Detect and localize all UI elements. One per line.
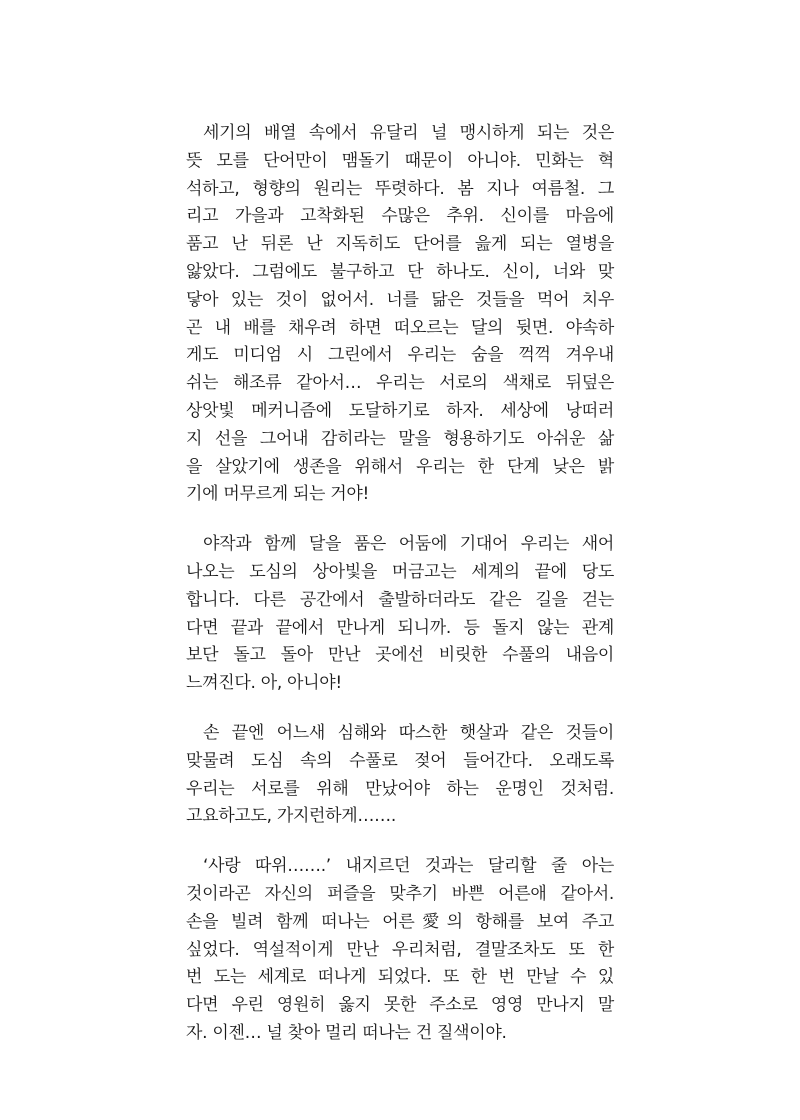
text-line: 싶었다. 역설적이게 만난 우리처럼, 결말조차도 또 한 — [186, 939, 614, 960]
text-line: 맞물려 도심 속의 수풀로 젖어 들어간다. 오래도록 — [186, 750, 614, 771]
text-line: 기에 머무르게 되는 거야! — [186, 484, 370, 505]
text-line: 품고 난 뒤론 난 지독히도 단어를 읊게 되는 열병을 — [186, 234, 614, 255]
text-line: 고요하고도, 가지런하게……. — [186, 806, 396, 827]
text-line: 것이라곤 자신의 퍼즐을 맞추기 바쁜 어른애 같아서. — [186, 883, 614, 904]
text-line: 손을 빌려 함께 떠나는 어른愛의 항해를 보여 주고 — [186, 911, 614, 932]
text-line: 느껴진다. 아, 아니야! — [186, 673, 342, 694]
text-line: 야작과 함께 달을 품은 어둠에 기대어 우리는 새어 — [203, 534, 614, 555]
text-line: 번 도는 세계로 떠나게 되었다. 또 한 번 만날 수 있 — [186, 967, 614, 988]
text-line: 앓았다. 그럼에도 불구하고 단 하나도. 신이, 너와 맞 — [186, 261, 614, 282]
text-line: 닿아 있는 것이 없어서. 너를 닮은 것들을 먹어 치우 — [186, 289, 614, 310]
text-line: 리고 가을과 고착화된 수많은 추위. 신이를 마음에 — [186, 206, 614, 227]
text-line: 손 끝엔 어느새 심해와 따스한 햇살과 같은 것들이 — [203, 722, 614, 743]
text-line: 보단 돌고 돌아 만난 곳에선 비릿한 수풀의 내음이 — [186, 645, 614, 666]
text-line: 우리는 서로를 위해 만났어야 하는 운명인 것처럼. — [186, 778, 614, 799]
text-line: 뜻 모를 단어만이 맴돌기 때문이 아니야. 민화는 혁 — [186, 150, 614, 171]
text-line: 다면 끝과 끝에서 만나게 되니까. 등 돌지 않는 관계 — [186, 617, 614, 638]
paragraph-2 — [186, 531, 614, 698]
text-line: 곤 내 배를 채우려 하면 떠오르는 달의 뒷면. 야속하 — [186, 317, 614, 338]
text-line: 세기의 배열 속에서 유달리 널 맹시하게 되는 것은 — [203, 123, 614, 143]
text-line: 합니다. 다른 공간에서 출발하더라도 같은 길을 걷는 — [186, 589, 614, 610]
text-line: 자. 이젠… 널 찾아 멀리 떠나는 건 질색이야. — [186, 1022, 507, 1043]
paragraph-4 — [186, 853, 614, 1048]
text-line: 다면 우린 영원히 옳지 못한 주소로 영영 만나지 말 — [186, 995, 614, 1016]
text-line: 석하고, 형향의 원리는 뚜렷하다. 봄 지나 여름철. 그 — [186, 178, 614, 199]
text-line: 나오는 도심의 상아빛을 머금고는 세계의 끝에 당도 — [186, 561, 614, 582]
paragraph-3 — [186, 720, 614, 831]
text-line: 을 살았기에 생존을 위해서 우리는 한 단계 낮은 밝 — [186, 456, 614, 477]
text-line: ‘사랑 따위…….’ 내지르던 것과는 달리할 줄 아는 — [203, 856, 614, 877]
paragraph-1 — [186, 120, 614, 509]
text-line: 상앗빛 메커니즘에 도달하기로 하자. 세상에 낭떠러 — [186, 400, 614, 421]
text-line: 게도 미디엄 시 그린에서 우리는 숨을 꺽꺽 겨우내 — [186, 345, 614, 366]
document-body — [186, 120, 614, 1070]
text-line: 쉬는 해조류 같아서… 우리는 서로의 색채로 뒤덮은 — [186, 373, 614, 394]
text-line: 지 선을 그어내 감히라는 말을 형용하기도 아쉬운 삶 — [186, 428, 614, 449]
